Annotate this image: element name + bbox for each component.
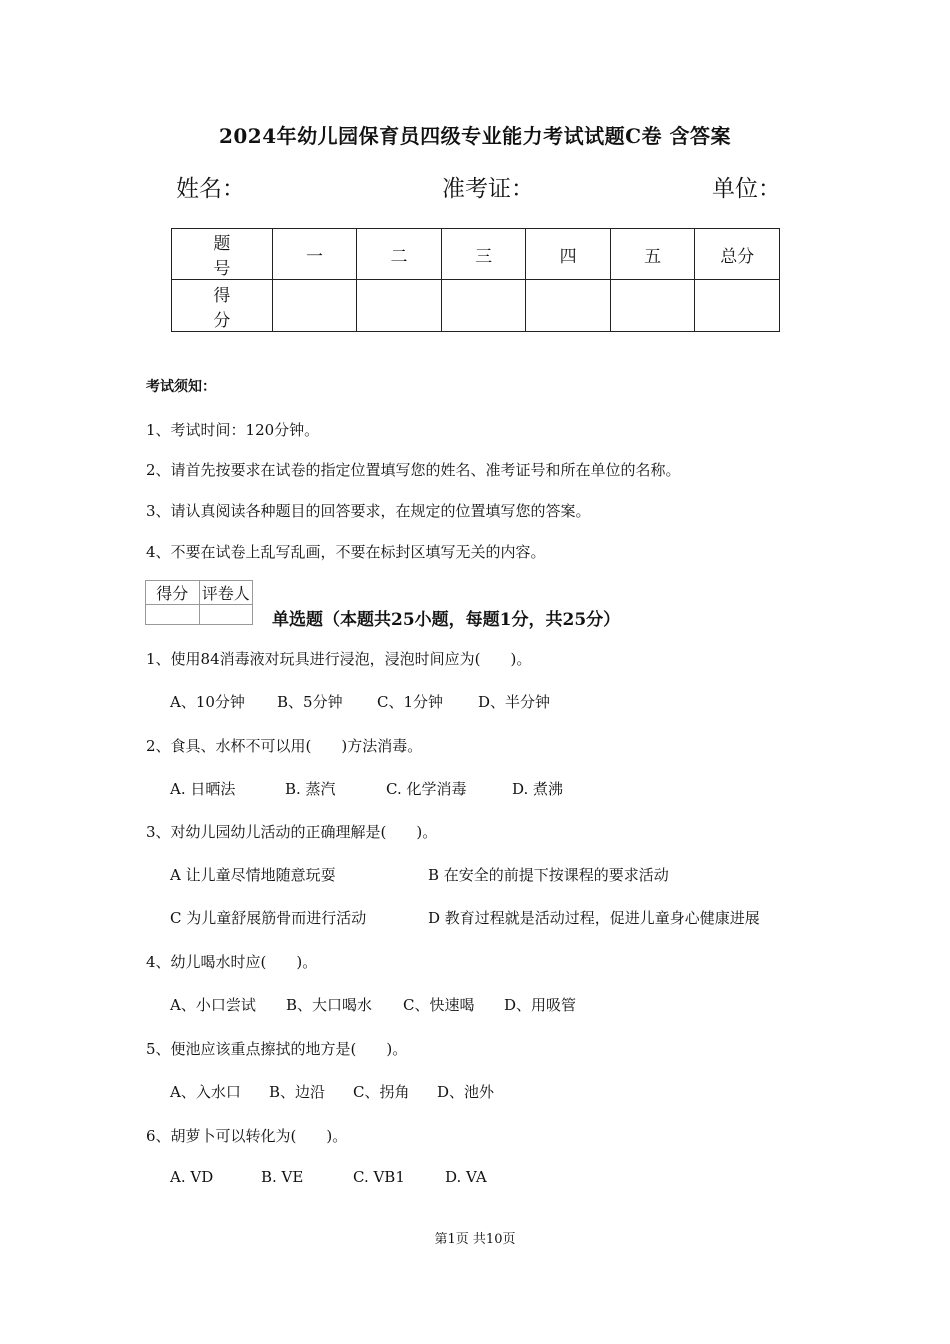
score-table-header-row bbox=[172, 229, 780, 280]
score-cell[interactable] bbox=[695, 280, 780, 332]
question-text: 4、幼儿喝水时应( )。 bbox=[146, 953, 318, 971]
score-cell[interactable] bbox=[610, 280, 695, 332]
question-text: 1、使用84消毒液对玩具进行浸泡，浸泡时间应为( )。 bbox=[146, 650, 532, 668]
notice-heading: 考试须知： bbox=[146, 379, 216, 395]
grader-reviewer-label: 评卷人 bbox=[199, 581, 253, 605]
grader-blank-row bbox=[146, 605, 253, 625]
notice-item: 1、考试时间：120分钟。 bbox=[146, 421, 320, 439]
option-a: A、入水口 bbox=[170, 1083, 241, 1101]
option-c: C 为儿童舒展筋骨而进行活动 bbox=[170, 909, 367, 927]
score-header-cell: 总分 bbox=[695, 229, 780, 280]
grader-score-cell[interactable] bbox=[146, 605, 200, 625]
option-b: B. VE bbox=[261, 1168, 304, 1186]
question-text: 5、便池应该重点擦拭的地方是( )。 bbox=[146, 1040, 408, 1058]
option-d: D 教育过程就是活动过程，促进儿童身心健康进展 bbox=[428, 909, 760, 927]
option-d: D、用吸管 bbox=[504, 996, 577, 1014]
exam-id-label: 准考证： bbox=[442, 176, 534, 202]
option-b: B、5分钟 bbox=[277, 693, 343, 711]
grader-header-row bbox=[146, 581, 253, 605]
score-header-cell: 五 bbox=[610, 229, 695, 280]
score-header-cell: 题 号 bbox=[172, 229, 273, 280]
grader-score-label: 得分 bbox=[146, 581, 200, 605]
option-b: B、边沿 bbox=[269, 1083, 326, 1101]
score-cell[interactable] bbox=[441, 280, 526, 332]
name-label: 姓名： bbox=[176, 176, 245, 202]
unit-label: 单位： bbox=[712, 176, 781, 202]
option-c: C、快速喝 bbox=[403, 996, 475, 1014]
question-text: 2、食具、水杯不可以用( )方法消毒。 bbox=[146, 737, 423, 755]
option-b: B、大口喝水 bbox=[286, 996, 373, 1014]
option-a: A、小口尝试 bbox=[170, 996, 256, 1014]
option-d: D、半分钟 bbox=[478, 693, 551, 711]
score-cell[interactable] bbox=[526, 280, 611, 332]
option-a: A 让儿童尽情地随意玩耍 bbox=[170, 866, 336, 884]
grader-reviewer-cell[interactable] bbox=[199, 605, 253, 625]
score-table bbox=[171, 228, 780, 332]
page-footer: 第1页 共10页 bbox=[434, 1232, 516, 1247]
page-title: 2024年幼儿园保育员四级专业能力考试试题C卷 含答案 bbox=[218, 124, 732, 148]
score-row-label: 得 分 bbox=[172, 280, 273, 332]
question-text: 6、胡萝卜可以转化为( )。 bbox=[146, 1127, 348, 1145]
notice-item: 3、请认真阅读各种题目的回答要求，在规定的位置填写您的答案。 bbox=[146, 502, 591, 520]
section-heading: 单选题（本题共25小题，每题1分，共25分） bbox=[272, 610, 621, 630]
option-c: C. VB1 bbox=[353, 1168, 405, 1186]
option-c: C、1分钟 bbox=[377, 693, 444, 711]
question-text: 3、对幼儿园幼儿活动的正确理解是( )。 bbox=[146, 823, 438, 841]
notice-item: 4、不要在试卷上乱写乱画，不要在标封区填写无关的内容。 bbox=[146, 543, 546, 561]
option-b: B 在安全的前提下按课程的要求活动 bbox=[428, 866, 669, 884]
score-header-cell: 二 bbox=[357, 229, 442, 280]
score-header-cell: 三 bbox=[441, 229, 526, 280]
grader-table bbox=[145, 580, 253, 625]
option-b: B. 蒸汽 bbox=[285, 780, 336, 798]
option-a: A. 日晒法 bbox=[170, 780, 236, 798]
notice-item: 2、请首先按要求在试卷的指定位置填写您的姓名、准考证号和所在单位的名称。 bbox=[146, 461, 681, 479]
option-d: D、池外 bbox=[437, 1083, 495, 1101]
option-a: A. VD bbox=[170, 1168, 214, 1186]
score-header-cell: 四 bbox=[526, 229, 611, 280]
score-cell[interactable] bbox=[272, 280, 357, 332]
option-d: D. VA bbox=[445, 1168, 487, 1186]
score-cell[interactable] bbox=[357, 280, 442, 332]
option-d: D. 煮沸 bbox=[512, 780, 564, 798]
option-c: C、拐角 bbox=[353, 1083, 410, 1101]
option-c: C. 化学消毒 bbox=[386, 780, 467, 798]
option-a: A、10分钟 bbox=[170, 693, 245, 711]
score-table-score-row bbox=[172, 280, 780, 332]
score-header-cell: 一 bbox=[272, 229, 357, 280]
